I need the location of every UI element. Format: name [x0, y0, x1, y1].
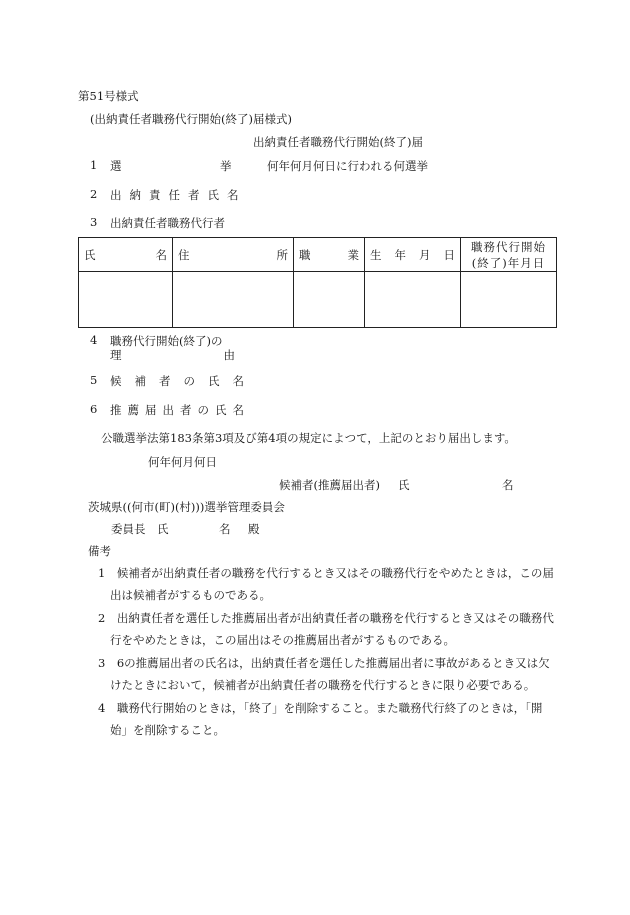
item1-label-a: 選: [110, 159, 122, 173]
item4-label-line1: 職務代行開始(終了)の: [110, 334, 223, 348]
item1-number: 1: [90, 158, 98, 172]
signer-shi: 氏: [398, 478, 410, 492]
item6-label: 推薦届出者の氏名: [110, 403, 250, 417]
cell-name: [79, 272, 173, 328]
item6-number: 6: [90, 402, 98, 416]
remark-2: 2 出納責任者を選任した推薦届出者が出納責任者の職務を代行するとき又はその職務代行をやめたときは，この届出はその推薦届出者がするものである。: [98, 611, 554, 647]
cell-start-date: [461, 272, 557, 328]
item5-label: 候補者の氏名: [110, 374, 257, 388]
cell-birthdate: [365, 272, 461, 328]
remark-4: 4 職務代行開始のときは，「終了」を削除すること。また職務代行終了のときは，「開始」を削除すること。: [98, 701, 543, 737]
item4-number: 4: [90, 333, 98, 347]
header-name: 氏 名: [79, 238, 173, 272]
item2-number: 2: [90, 187, 98, 201]
item3-number: 3: [90, 215, 98, 229]
item5-number: 5: [90, 373, 98, 387]
doc-title: 出納責任者職務代行開始(終了)届: [253, 135, 423, 149]
header-birthdate: 生 年 月 日: [365, 238, 461, 272]
item1-value: 何年何月何日に行われる何選挙: [267, 159, 428, 173]
item4-label-line2: 理 由: [110, 348, 235, 362]
header-address: 住 所: [173, 238, 294, 272]
remark-3: 3 6の推薦届出者の氏名は，出納責任者を選任した推薦届出者に事故があるとき又は欠けたときにおいて，候補者が出納責任者の職務を代行するときに限り必要である。: [98, 656, 550, 692]
item1-label-b: 挙: [220, 159, 232, 173]
deputy-table: [78, 237, 557, 328]
statement: 公職選挙法第183条第3項及び第4項の規定によつて，上記のとおり届出します。: [101, 431, 516, 445]
signer-mei: 名: [502, 478, 514, 492]
submission-date: 何年何月何日: [148, 455, 217, 469]
item2-label: 出納責任者氏名: [110, 188, 247, 202]
form-name: (出納責任者職務代行開始(終了)届様式): [90, 112, 292, 126]
addressee: 茨城県((何市(町)(村)))選挙管理委員会: [88, 500, 285, 514]
cell-occupation: [294, 272, 365, 328]
signer-label: 候補者(推薦届出者): [279, 478, 380, 492]
header-start-date: 職務代行開始 (終了)年月日: [461, 238, 557, 272]
chair-dono: 殿: [248, 522, 260, 536]
remarks-title: 備考: [88, 544, 111, 558]
cell-address: [173, 272, 294, 328]
item3-label: 出納責任者職務代行者: [110, 216, 225, 230]
remark-1: 1 候補者が出納責任者の職務を代行するとき又はその職務代行をやめたときは，この届出は候補者がするものである。: [98, 566, 554, 602]
form-number: 第51号様式: [78, 89, 139, 103]
header-occupation: 職 業: [294, 238, 365, 272]
chair-mei: 名: [219, 522, 231, 536]
chair-label: 委員長 氏: [111, 522, 169, 536]
